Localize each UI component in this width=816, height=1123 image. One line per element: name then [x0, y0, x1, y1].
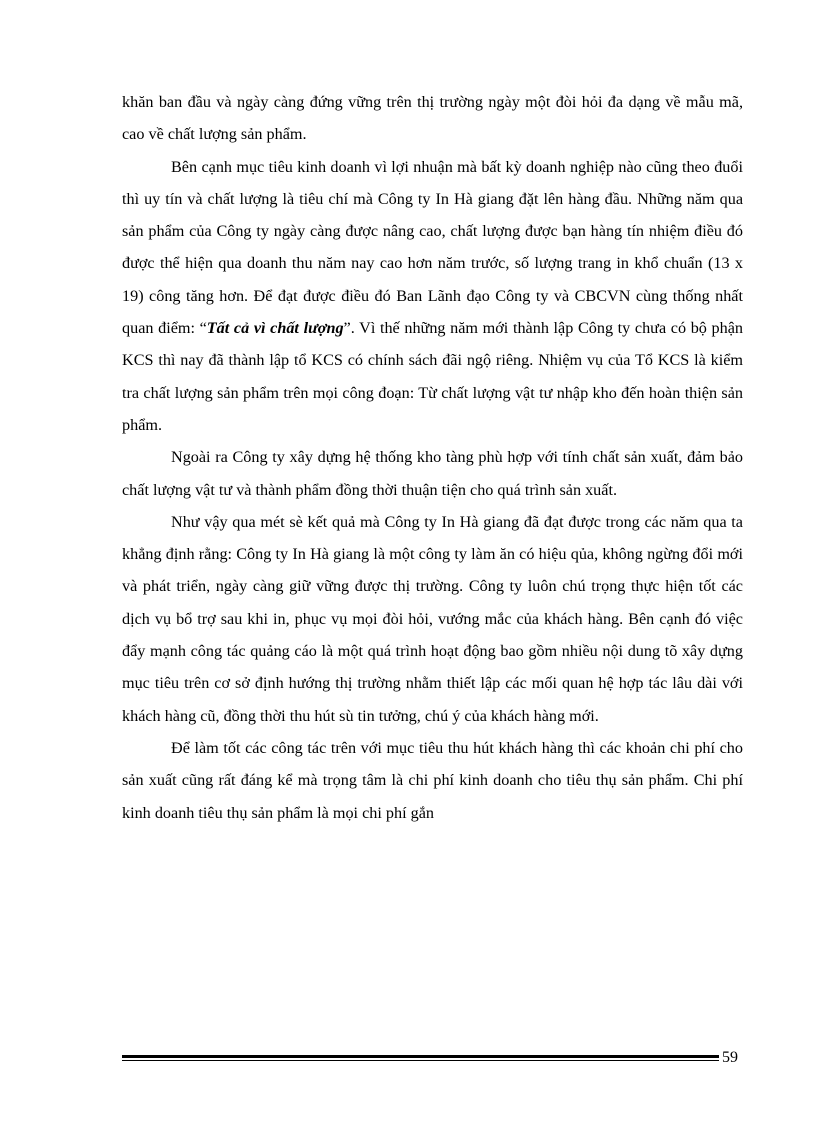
document-body	[122, 86, 743, 829]
paragraph-2	[122, 151, 743, 442]
paragraph-2-text-after: ”. Vì thế những năm mới thành lập Công ty chưa có bộ phận KCS thì nay đã thành lập tổ KCS có chính sách đãi ngộ riêng. Nhiệm vụ của Tổ KCS là kiểm tra chất lượng sản phẩm trên mọi công đoạn: Từ chất lượng vật tư nhập kho đến hoàn thiện sản phẩm.	[122, 319, 743, 434]
paragraph-4: Như vậy qua mét sè kết quả mà Công ty In Hà giang đã đạt được trong các năm qua ta khẳng định rằng: Công ty In Hà giang là một công ty làm ăn có hiệu qủa, không ngừng đổi mới và phát triển, ngày càng giữ vững được thị trường. Công ty luôn chú trọng thực hiện tốt các dịch vụ bổ trợ sau khi in, phục vụ mọi đòi hỏi, vướng mắc của khách hàng. Bên cạnh đó việc đẩy mạnh công tác quảng cáo là một quá trình hoạt động bao gồm nhiều nội dung tõ xây dựng mục tiêu trên cơ sở định hướng thị trường nhằm thiết lập các mối quan hệ hợp tác lâu dài với khách hàng cũ, đồng thời thu hút sù tin tưởng, chú ý của khách hàng mới.	[122, 512, 743, 725]
page-number: 59	[722, 1049, 738, 1066]
emphasis-quote: Tất cả vì chất lượng	[206, 319, 344, 338]
paragraph-5: Để làm tốt các công tác trên với mục tiêu thu hút khách hàng thì các khoản chi phí cho sản xuất cũng rất đáng kể mà trọng tâm là chi phí kinh doanh cho tiêu thụ sản phẩm. Chi phí kinh doanh tiêu thụ sản phẩm là mọi chi phí gắn	[122, 738, 743, 822]
paragraph-1: khăn ban đầu và ngày càng đứng vững trên thị trường ngày một đòi hỏi đa dạng về mẫu mã, cao về chất lượng sản phẩm.	[122, 93, 743, 144]
footer-rule-thin	[122, 1060, 719, 1061]
footer-double-rule	[122, 1055, 719, 1062]
paragraph-3: Ngoài ra Công ty xây dựng hệ thống kho tàng phù hợp với tính chất sản xuất, đảm bảo chất lượng vật tư và thành phẩm đồng thời thuận tiện cho quá trình sản xuất.	[122, 448, 743, 499]
footer-rule-thick	[122, 1055, 719, 1058]
paragraph-2-text-before: Bên cạnh mục tiêu kinh doanh vì lợi nhuận mà bất kỳ doanh nghiệp nào cũng theo đuổi thì uy tín và chất lượng là tiêu chí mà Công ty In Hà giang đặt lên hàng đầu. Những năm qua sản phẩm của Công ty ngày càng được nâng cao, chất lượng được bạn hàng tín nhiệm điều đó được thể hiện qua doanh thu năm nay cao hơn năm trước, số lượng trang in khổ chuẩn (13 x 19) công tăng hơn. Để đạt được điều đó Ban Lãnh đạo Công ty và CBCVN cùng thống nhất quan điểm: “	[122, 157, 743, 338]
